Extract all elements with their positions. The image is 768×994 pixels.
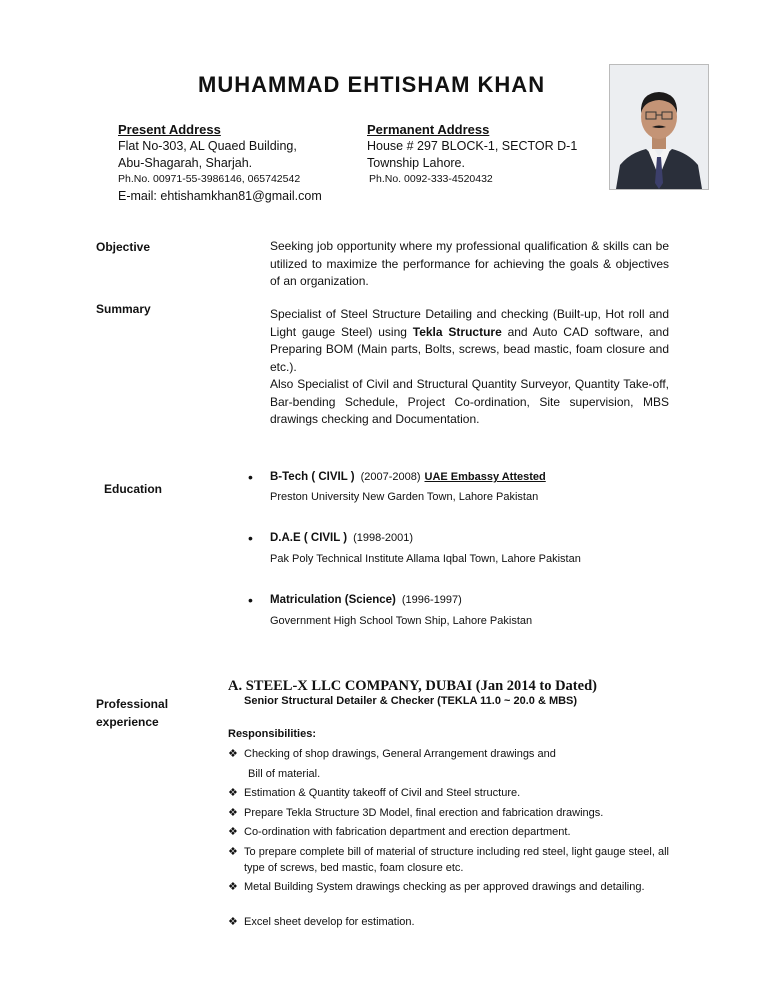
education-label: Education bbox=[104, 482, 163, 496]
candidate-name: MUHAMMAD EHTISHAM KHAN bbox=[198, 72, 546, 97]
responsibility-item bbox=[228, 880, 669, 896]
responsibility-text: Co-ordination with fabrication department and erection department. bbox=[244, 826, 571, 838]
objective-label: Objective bbox=[96, 240, 151, 254]
summary-text-a: Specialist of Steel Structure Detailing and checking (Built-up, Hot roll and Light gauge Steel) using bbox=[270, 307, 669, 339]
summary-text bbox=[270, 306, 669, 429]
email: E-mail: ehtishamkhan81@gmail.com bbox=[118, 189, 322, 203]
responsibility-text: Excel sheet develop for estimation. bbox=[244, 916, 415, 928]
responsibility-text: Checking of shop drawings, General Arrangement drawings and bbox=[244, 748, 556, 760]
responsibilities-heading: Responsibilities: bbox=[228, 728, 317, 740]
objective-text: Seeking job opportunity where my professional qualification & skills can be utilized to maximize the performance for achieving the goals & objectives of an organization. bbox=[270, 239, 669, 288]
diamond-bullet-icon: ❖ bbox=[228, 826, 238, 838]
education-bullet: • bbox=[248, 530, 253, 546]
responsibility-item bbox=[228, 806, 669, 822]
diamond-bullet-icon: ❖ bbox=[228, 846, 238, 858]
responsibility-text: Prepare Tekla Structure 3D Model, final erection and fabrication drawings. bbox=[244, 807, 604, 819]
company-heading: A. STEEL-X LLC COMPANY, DUBAI (Jan 2014 to Dated) bbox=[228, 678, 597, 694]
education-item bbox=[270, 532, 413, 544]
summary-text-b: and Auto CAD software, and Preparing BOM (Main parts, Bolts, screws, bead mastic, foam closure and etc.). bbox=[270, 324, 670, 374]
education-institute: Government High School Town Ship, Lahore Pakistan bbox=[270, 615, 533, 627]
diamond-bullet-icon: ❖ bbox=[228, 787, 238, 799]
permanent-address-line2: Township Lahore. bbox=[367, 156, 465, 170]
responsibility-text: Estimation & Quantity takeoff of Civil and Steel structure. bbox=[244, 787, 521, 799]
education-bullet: • bbox=[248, 469, 253, 485]
portrait-icon bbox=[610, 65, 708, 189]
summary-text-c: Also Specialist of Civil and Structural Quantity Surveyor, Quantity Take-off, Bar-bending Schedule, Project Co-ordination, Site supervision, MBS drawings checking and Documentation. bbox=[270, 377, 669, 426]
diamond-bullet-icon: ❖ bbox=[228, 807, 238, 819]
responsibility-continuation: Bill of material. bbox=[248, 768, 321, 780]
present-address-line1: Flat No-303, AL Quaed Building, bbox=[118, 139, 297, 153]
diamond-bullet-icon: ❖ bbox=[228, 748, 238, 760]
present-address-heading: Present Address bbox=[118, 122, 221, 137]
education-item bbox=[270, 594, 462, 606]
responsibility-item bbox=[228, 825, 669, 841]
education-bullet: • bbox=[248, 592, 253, 608]
summary-label: Summary bbox=[96, 302, 151, 316]
education-item bbox=[270, 471, 546, 483]
diamond-bullet-icon: ❖ bbox=[228, 916, 238, 928]
education-years: (1996-1997) bbox=[401, 594, 462, 606]
education-years: (1998-2001) bbox=[353, 532, 414, 544]
present-address-line2: Abu-Shagarah, Sharjah. bbox=[118, 156, 253, 170]
education-degree: B-Tech ( CIVIL ) bbox=[270, 471, 355, 483]
present-phone: Ph.No. 00971-55-3986146, 065742542 bbox=[118, 173, 301, 185]
education-attested: UAE Embassy Attested bbox=[424, 471, 546, 483]
responsibility-item bbox=[228, 747, 669, 763]
responsibility-item bbox=[228, 786, 669, 802]
permanent-address-heading: Permanent Address bbox=[367, 122, 490, 137]
responsibility-item bbox=[228, 845, 669, 876]
responsibility-item bbox=[228, 915, 669, 931]
diamond-bullet-icon: ❖ bbox=[228, 881, 238, 893]
education-years: (2007-2008) bbox=[360, 471, 421, 483]
permanent-address-line1: House # 297 BLOCK-1, SECTOR D-1 bbox=[367, 139, 578, 153]
experience-label-line1: Professional bbox=[96, 697, 169, 711]
education-degree: D.A.E ( CIVIL ) bbox=[270, 532, 348, 544]
experience-label-line2: experience bbox=[96, 715, 159, 729]
summary-text-bold: Tekla Structure bbox=[412, 324, 502, 339]
education-degree: Matriculation (Science) bbox=[270, 594, 396, 606]
education-institute: Pak Poly Technical Institute Allama Iqbal Town, Lahore Pakistan bbox=[270, 553, 581, 565]
portrait-photo bbox=[609, 64, 709, 190]
permanent-phone: Ph.No. 0092-333-4520432 bbox=[369, 173, 493, 185]
responsibility-text: Metal Building System drawings checking as per approved drawings and detailing. bbox=[244, 881, 645, 893]
education-institute: Preston University New Garden Town, Lahore Pakistan bbox=[270, 491, 539, 503]
responsibility-text: To prepare complete bill of material of structure including red steel, light gauge steel, all type of screws, bed mastic, foam closure etc. bbox=[244, 846, 669, 874]
job-role: Senior Structural Detailer & Checker (TEKLA 11.0 ~ 20.0 & MBS) bbox=[244, 695, 578, 707]
